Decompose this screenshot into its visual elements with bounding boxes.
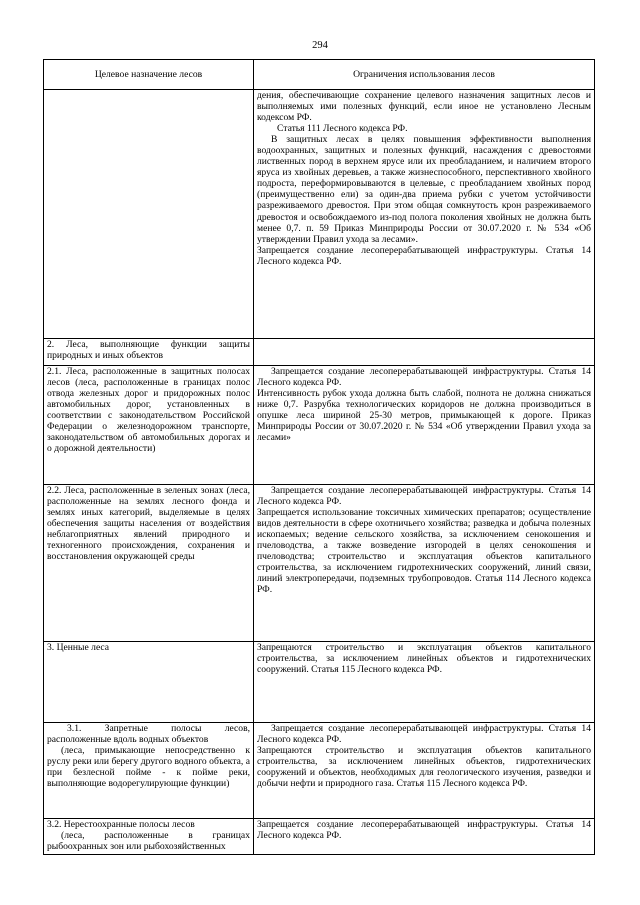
purpose-text: (леса, расположенные в границах рыбоохранных зон или рыбохозяйственных	[47, 830, 250, 853]
purpose-cell	[44, 339, 254, 366]
purpose-text: 3.1. Запретные полосы лесов, расположенные вдоль водных объектов	[47, 723, 250, 746]
restrictions-cell	[254, 366, 595, 485]
purpose-cell	[44, 642, 254, 723]
purpose-text: (леса, примыкающие непосредственно к руслу реки или берегу другого водного объекта, а при безлесной пойме - к пойме реки, выполняющие водорегулирующие функции)	[47, 745, 250, 790]
purpose-text: 3. Ценные леса	[47, 642, 110, 653]
restriction-text: Запрещается создание лесоперерабатывающей инфраструктуры. Статья 14 Лесного кодекса РФ.	[257, 366, 591, 389]
purpose-cell	[44, 485, 254, 642]
restriction-text: Запрещается использование токсичных химических препаратов; осуществление видов деятельности в сфере охотничьего хозяйства; разведка и добыча полезных ископаемых; ведение сельского хозяйства, за исключением сенокошения и пчеловодства, а также возведение изгородей в целях сенокошения и пчеловодства; строительство и эксплуатация объектов капитального строительства, за исключением гидротехнических сооружений, линий связи, линий электропередачи, подземных трубопроводов. Статья 114 Лесного кодекса РФ.	[257, 507, 591, 596]
restriction-text: Запрещается создание лесоперерабатывающей инфраструктуры. Статья 14 Лесного кодекса РФ.	[257, 244, 591, 267]
restrictions-cell	[254, 723, 595, 819]
restrictions-cell	[254, 339, 595, 366]
purpose-cell	[44, 723, 254, 819]
restrictions-cell	[254, 90, 595, 339]
restriction-text: Интенсивность рубок ухода должна быть слабой, полнота не должна снижаться ниже 0,7. Разрубка технологических коридоров не должна производиться в опушке леса шириной 25-30 метров, примыкающей к дороге. Приказ Минприроды России от 30.07.2020 г. № 534 «Об утверждении Правил ухода за лесами»	[257, 388, 591, 444]
table-row	[44, 90, 595, 339]
restriction-text: дения, обеспечивающие сохранение целевого назначения защитных лесов и выполняемых ими полезных функций, если иное не установлено Лесным кодексом РФ.	[257, 90, 591, 124]
table-row	[44, 485, 595, 642]
header-purpose: Целевое назначение лесов	[44, 60, 254, 90]
purpose-cell	[44, 366, 254, 485]
restriction-text: Запрещаются строительство и эксплуатация объектов капитального строительства, за исключением линейных объектов, гидротехнических сооружений и объектов, необходимых для геологического изучения, разведки и добычи нефти и природного газа. Статья 115 Лесного кодекса РФ.	[257, 745, 591, 790]
restriction-text: Запрещается создание лесоперерабатывающей инфраструктуры. Статья 14 Лесного кодекса РФ.	[257, 485, 591, 508]
table-row	[44, 819, 595, 855]
restriction-text: Статья 111 Лесного кодекса РФ.	[277, 123, 408, 135]
restrictions-cell	[254, 819, 595, 855]
restriction-text: Запрещаются строительство и эксплуатация объектов капитального строительства, за исключением линейных объектов и гидротехнических сооружений. Статья 115 Лесного кодекса РФ.	[257, 642, 591, 676]
restrictions-cell	[254, 485, 595, 642]
table-header-row	[44, 60, 595, 90]
restriction-text: В защитных лесах в целях повышения эффективности выполнения водоохранных, защитных и полезных функций, насаждения с древостоями лиственных пород в верхнем ярусе или их преобладанием, и наличием второго яруса из хвойных деревьев, а также жизнеспособного, перспективного хвойного подроста, переформировываются в целевые, с преобладанием хвойных пород (преимущественно ели) за один-два приема рубки с учетом устойчивости разреживаемого древостоя. При этом общая сомкнутость крон разреживаемого древостоя и освобождаемого из-под полога поколения хвойных не должна быть менее 0,7. п. 59 Приказ Минприроды России от 30.07.2020 г. № 534 «Об утверждении Правил ухода за лесами».	[257, 134, 591, 245]
table-row	[44, 339, 595, 366]
restrictions-cell	[254, 642, 595, 723]
restriction-text: Запрещается создание лесоперерабатывающей инфраструктуры. Статья 14 Лесного кодекса РФ.	[257, 819, 591, 842]
purpose-text: 2.1. Леса, расположенные в защитных полосах лесов (леса, расположенные в границах полос отвода железных дорог и придорожных полос автомобильных дорог, установленных в соответствии с законодательством Российской Федерации о железнодорожном транспорте, законодательством об автомобильных дорогах и о дорожной деятельности)	[47, 366, 250, 455]
table-row	[44, 723, 595, 819]
purpose-text: 3.2. Нерестоохранные полосы лесов	[47, 819, 195, 830]
page-number: 294	[312, 40, 328, 51]
purpose-text: 2. Леса, выполняющие функции защиты природных и иных объектов	[47, 339, 250, 362]
table-row	[44, 366, 595, 485]
purpose-cell	[44, 90, 254, 339]
header-restrictions: Ограничения использования лесов	[254, 60, 595, 90]
restriction-text: Запрещается создание лесоперерабатывающей инфраструктуры. Статья 14 Лесного кодекса РФ.	[257, 723, 591, 746]
purpose-text: 2.2. Леса, расположенные в зеленых зонах (леса, расположенные на землях лесного фонда и землях иных категорий, выделяемые в целях обеспечения защиты населения от воздействия неблагоприятных явлений природного и техногенного происхождения, сохранения и восстановления окружающей среды	[47, 485, 250, 563]
table-row	[44, 642, 595, 723]
forest-restrictions-table	[43, 59, 595, 855]
purpose-cell	[44, 819, 254, 855]
